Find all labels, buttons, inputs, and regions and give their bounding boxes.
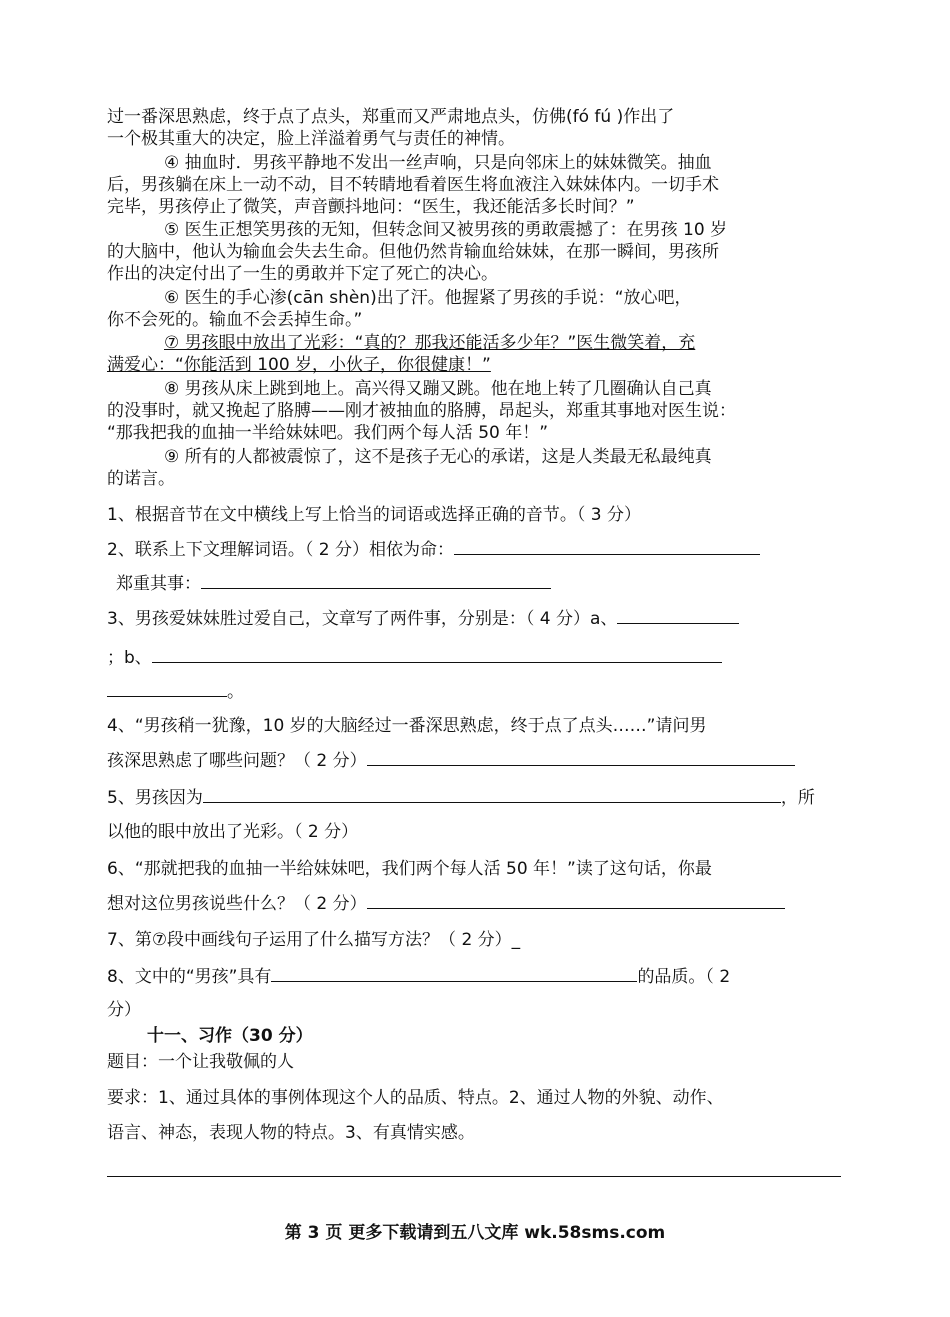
answer-blank[interactable] bbox=[203, 786, 781, 803]
question-8 bbox=[107, 965, 730, 989]
paragraph-7-underlined: 满爱心：“你能活到 100 岁，小伙子，你很健康！” bbox=[107, 355, 491, 375]
passage-line: 的诺言。 bbox=[107, 469, 175, 489]
passage-line: 后，男孩躺在床上一动不动，目不转睛地看着医生将血液注入妹妹体内。一切手术 bbox=[107, 175, 719, 195]
question-7: 7、第⑦段中画线句子运用了什么描写方法？（ 2 分）_ bbox=[107, 930, 521, 950]
answer-blank[interactable] bbox=[152, 646, 722, 663]
question-4b-text: 孩深思熟虑了哪些问题？（ 2 分） bbox=[107, 751, 367, 771]
question-6: 6、“那就把我的血抽一半给妹妹吧，我们两个每人活 50 年！”读了这句话，你最 bbox=[107, 859, 712, 879]
question-5-suffix: ，所 bbox=[780, 788, 815, 808]
question-6b bbox=[107, 892, 785, 916]
answer-blank[interactable] bbox=[107, 680, 227, 697]
answer-blank[interactable] bbox=[454, 538, 760, 555]
question-2 bbox=[107, 538, 760, 562]
passage-line: 一个极其重大的决定，脸上洋溢着勇气与责任的神情。 bbox=[107, 129, 515, 149]
paragraph-5: ⑤ 医生正想笑男孩的无知，但转念间又被男孩的勇敢震撼了：在男孩 10 岁 bbox=[164, 220, 728, 240]
paragraph-8: ⑧ 男孩从床上跳到地上。高兴得又蹦又跳。他在地上转了几圈确认自己真 bbox=[164, 379, 712, 399]
question-8b: 分） bbox=[107, 1000, 141, 1020]
question-2b bbox=[116, 572, 551, 596]
paragraph-7-underlined: ⑦ 男孩眼中放出了光彩：“真的？那我还能活多少年？”医生微笑着，充 bbox=[164, 333, 696, 353]
passage-line: 你不会死的。输血不会丢掉生命。” bbox=[107, 310, 363, 330]
passage-line: 过一番深思熟虑，终于点了点头，郑重而又严肃地点头，仿佛(fó fú )作出了 bbox=[107, 107, 675, 127]
question-3c-text: 。 bbox=[227, 682, 244, 702]
question-5 bbox=[107, 786, 815, 810]
composition-requirement: 要求：1、通过具体的事例体现这个人的品质、特点。2、通过人物的外貌、动作、 bbox=[107, 1088, 724, 1108]
question-3b-text: ；b、 bbox=[107, 648, 152, 668]
passage-line: “那我把我的血抽一半给妹妹吧。我们两个每人活 50 年！” bbox=[107, 423, 549, 443]
paragraph-6: ⑥ 医生的手心渗(cān shèn)出了汗。他握紧了男孩的手说：“放心吧， bbox=[164, 288, 692, 308]
page-footer: 第 3 页 更多下载请到五八文库 wk.58sms.com bbox=[284, 1223, 666, 1243]
passage-line: 的大脑中，他认为输血会失去生命。但他仍然肯输血给妹妹，在那一瞬间，男孩所 bbox=[107, 242, 719, 262]
question-2-text: 2、联系上下文理解词语。（ 2 分）相依为命： bbox=[107, 540, 454, 560]
answer-blank[interactable] bbox=[617, 607, 739, 624]
answer-blank[interactable] bbox=[367, 749, 795, 766]
question-3-text: 3、男孩爱妹妹胜过爱自己，文章写了两件事，分别是：（ 4 分）a、 bbox=[107, 609, 618, 629]
passage-line: 的没事时，就又挽起了胳膊——刚才被抽血的胳膊，昂起头，郑重其事地对医生说： bbox=[107, 401, 736, 421]
question-4b bbox=[107, 749, 795, 773]
question-3c bbox=[107, 680, 244, 704]
question-5-text: 5、男孩因为 bbox=[107, 788, 203, 808]
composition-requirement: 语言、神态，表现人物的特点。3、有真情实感。 bbox=[107, 1123, 475, 1143]
composition-heading: 十一、习作（30 分） bbox=[147, 1026, 313, 1046]
answer-blank[interactable] bbox=[271, 965, 637, 982]
divider bbox=[107, 1176, 841, 1177]
composition-topic: 题目：一个让我敬佩的人 bbox=[107, 1052, 294, 1072]
paragraph-4: ④ 抽血时．男孩平静地不发出一丝声响，只是向邻床上的妹妹微笑。抽血 bbox=[164, 153, 712, 173]
question-3b bbox=[107, 646, 722, 670]
passage-line: 作出的决定付出了一生的勇敢并下定了死亡的决心。 bbox=[107, 264, 498, 284]
passage-line: 完毕，男孩停止了微笑，声音颤抖地问：“医生，我还能活多长时间？” bbox=[107, 197, 635, 217]
question-2b-text: 郑重其事： bbox=[116, 574, 201, 594]
question-1: 1、根据音节在文中横线上写上恰当的词语或选择正确的音节。（ 3 分） bbox=[107, 505, 641, 525]
question-3 bbox=[107, 607, 739, 631]
question-8-text: 8、文中的“男孩”具有 bbox=[107, 967, 272, 987]
answer-blank[interactable] bbox=[367, 892, 785, 909]
question-5b: 以他的眼中放出了光彩。（ 2 分） bbox=[107, 822, 359, 842]
question-8-suffix: 的品质。（ 2 bbox=[637, 967, 731, 987]
question-6b-text: 想对这位男孩说些什么？（ 2 分） bbox=[107, 894, 367, 914]
paragraph-9: ⑨ 所有的人都被震惊了，这不是孩子无心的承诺，这是人类最无私最纯真 bbox=[164, 447, 712, 467]
answer-blank[interactable] bbox=[201, 572, 551, 589]
question-4: 4、“男孩稍一犹豫，10 岁的大脑经过一番深思熟虑，终于点了点头……”请问男 bbox=[107, 716, 707, 736]
